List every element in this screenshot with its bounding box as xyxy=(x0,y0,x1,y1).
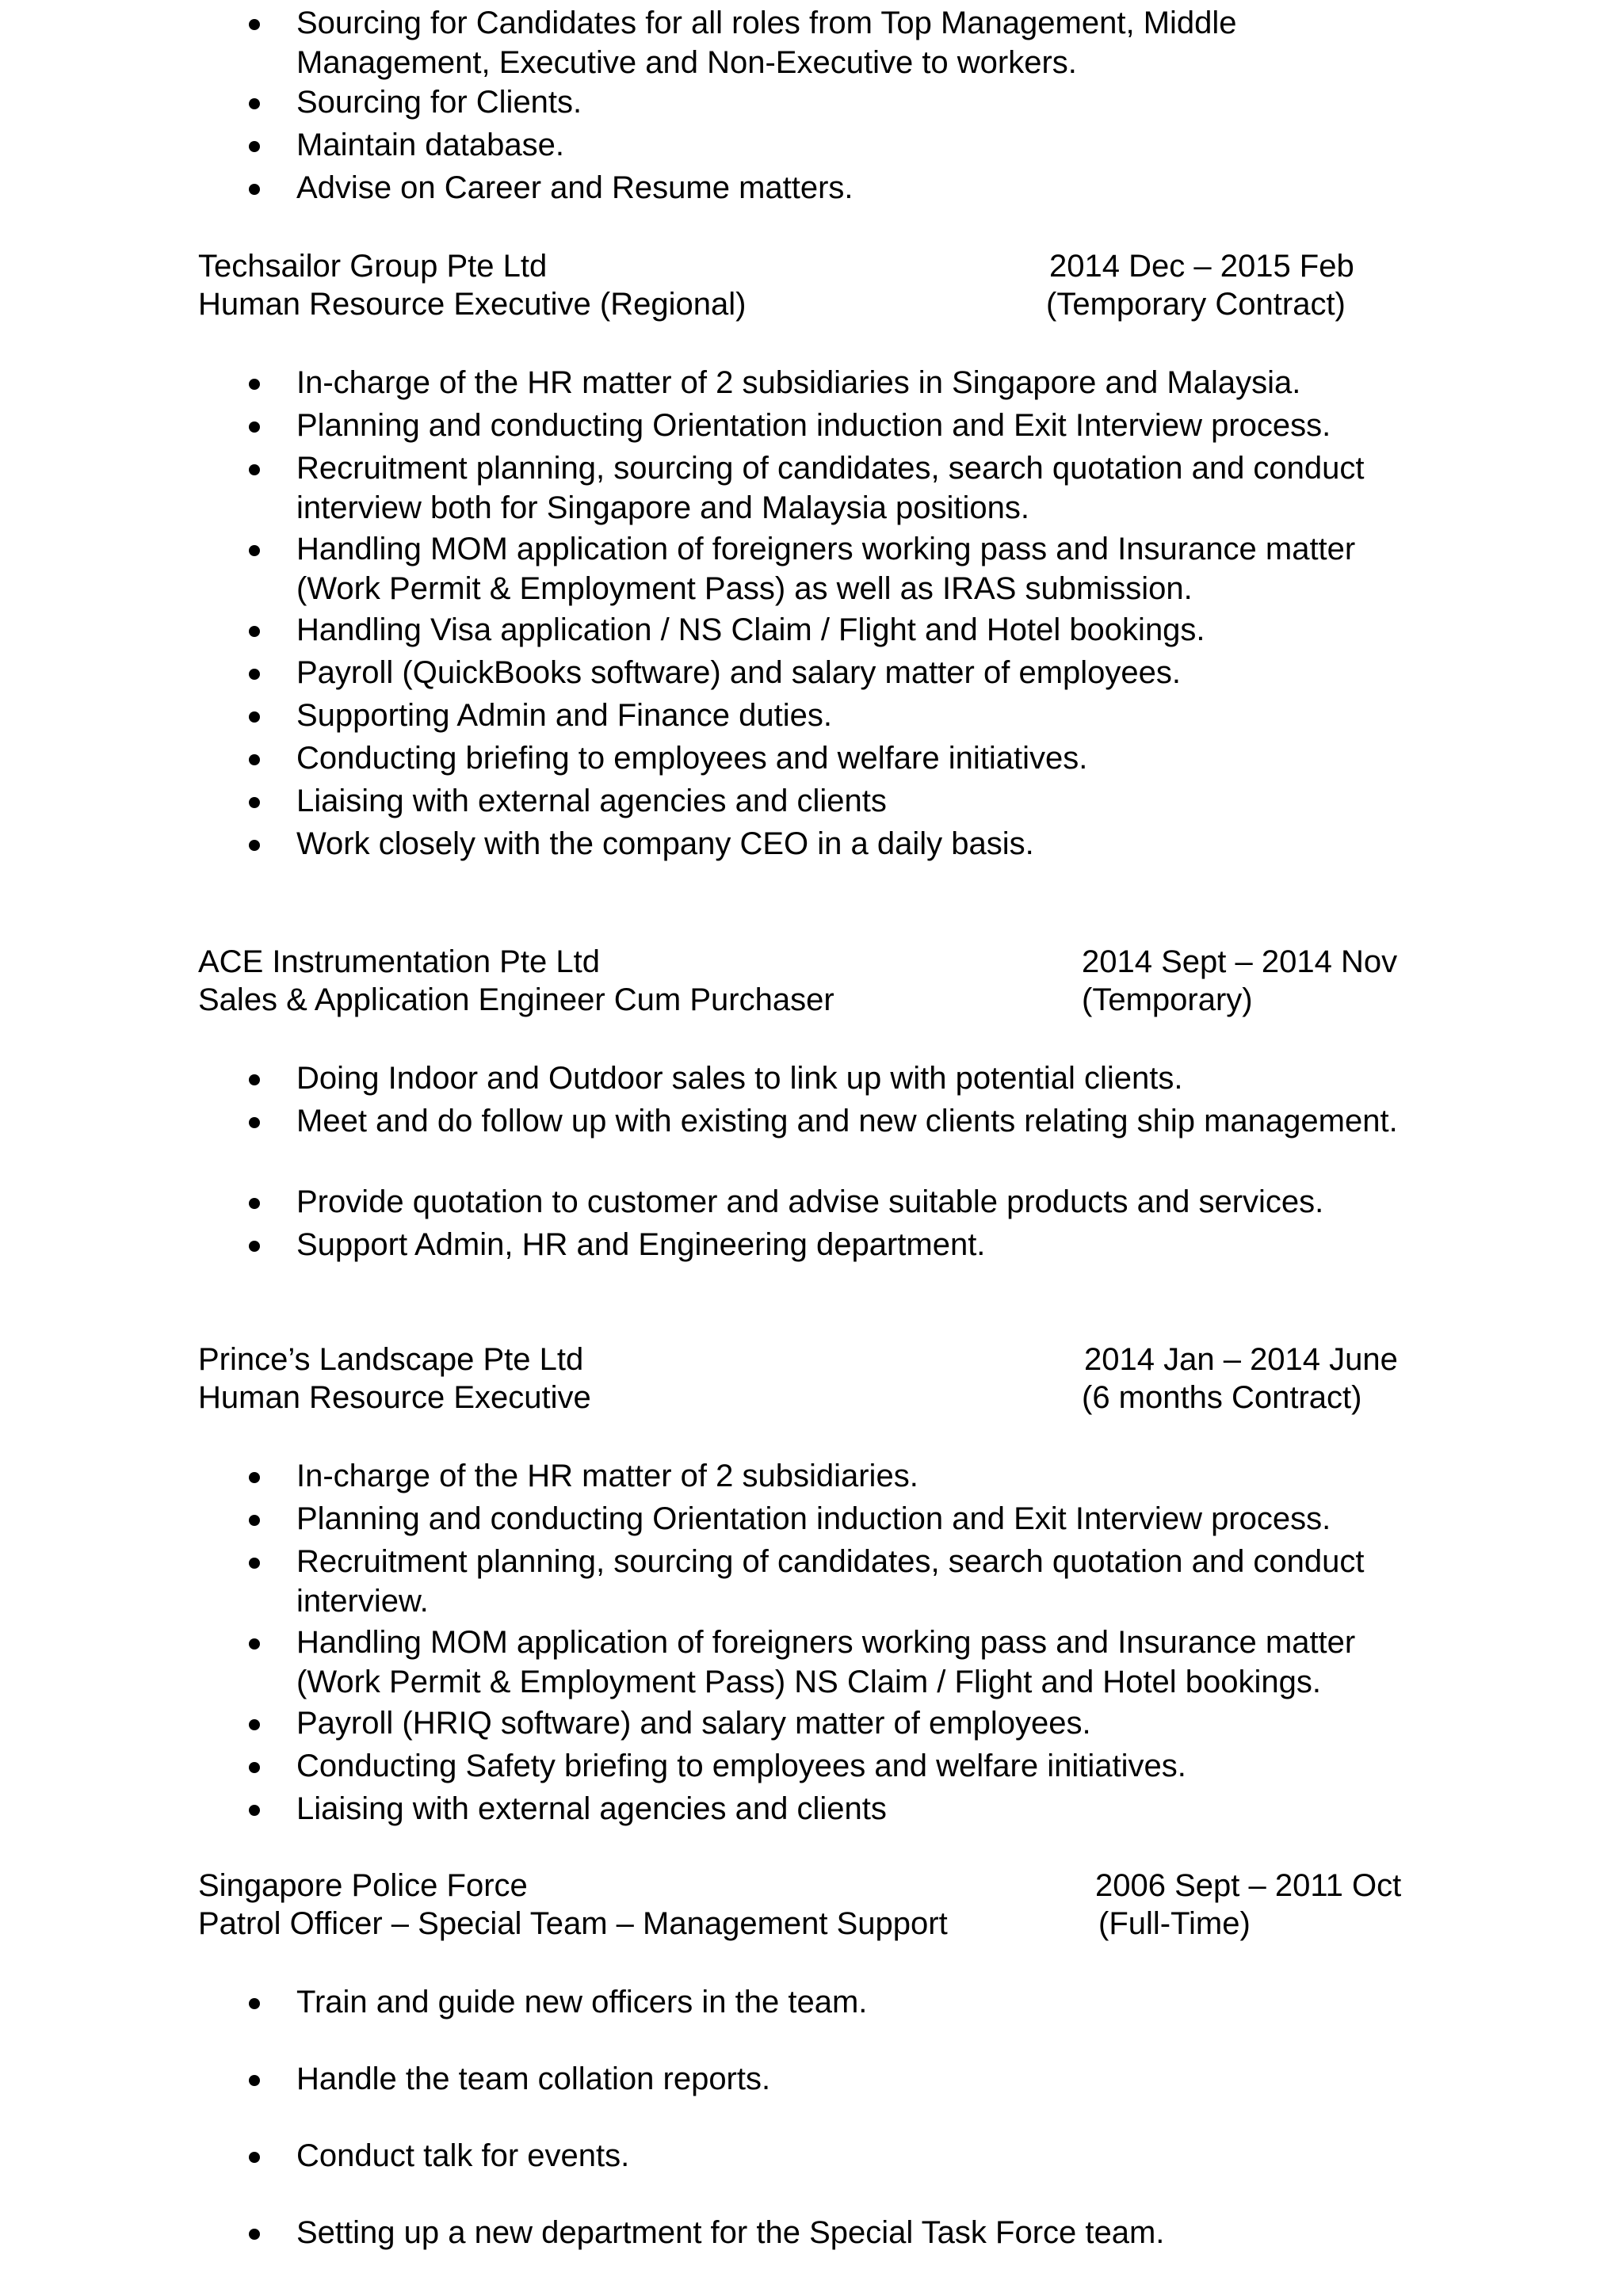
bullet-icon xyxy=(249,1472,260,1483)
bullet-icon xyxy=(249,545,260,556)
company-name: Techsailor Group Pte Ltd xyxy=(198,249,548,284)
bullet-icon xyxy=(249,1241,260,1252)
intro-bullet-list xyxy=(0,3,1623,211)
job-header-princes xyxy=(198,1341,1434,1417)
bullet-icon xyxy=(249,1719,260,1730)
bullet-icon xyxy=(249,1762,260,1773)
list-item: Support Admin, HR and Engineering department. xyxy=(0,1225,1438,1268)
job-bullet-list-princes xyxy=(0,1456,1623,1832)
job-type: (Temporary) xyxy=(1082,982,1253,1017)
job-dates: 2014 Jan – 2014 June xyxy=(1084,1342,1398,1377)
list-item: In-charge of the HR matter of 2 subsidiaries. xyxy=(0,1456,1438,1499)
bullet-icon xyxy=(249,464,260,475)
list-item: Setting up a new department for the Special Task Force team. xyxy=(0,2213,1438,2256)
list-item: Payroll (QuickBooks software) and salary matter of employees. xyxy=(0,653,1438,696)
bullet-icon xyxy=(249,1117,260,1128)
list-item: Conducting Safety briefing to employees and welfare initiatives. xyxy=(0,1746,1438,1789)
bullet-icon xyxy=(249,1998,260,2009)
job-dates: 2014 Dec – 2015 Feb xyxy=(1049,249,1354,284)
company-name: Singapore Police Force xyxy=(198,1868,528,1903)
list-item: Liaising with external agencies and clients xyxy=(0,1789,1438,1832)
job-header-ace xyxy=(198,943,1434,1019)
list-item: Maintain database. xyxy=(0,125,1438,168)
job-dates: 2014 Sept – 2014 Nov xyxy=(1082,944,1398,979)
job-bullet-list-ace xyxy=(0,1058,1623,1268)
list-item: Recruitment planning, sourcing of candidates, search quotation and conduct interview both for Singapore and Malaysia positions. xyxy=(0,448,1438,529)
list-item: Conducting briefing to employees and welfare initiatives. xyxy=(0,738,1438,781)
list-item: Handling Visa application / NS Claim / Flight and Hotel bookings. xyxy=(0,610,1438,653)
job-bullet-list-spf xyxy=(0,1982,1623,2256)
list-item: In-charge of the HR matter of 2 subsidiaries in Singapore and Malaysia. xyxy=(0,363,1438,406)
bullet-icon xyxy=(249,1638,260,1650)
job-type: (Full-Time) xyxy=(1098,1906,1251,1941)
bullet-icon xyxy=(249,754,260,765)
list-item: Liaising with external agencies and clients xyxy=(0,781,1438,824)
bullet-icon xyxy=(249,184,260,195)
list-item: Advise on Career and Resume matters. xyxy=(0,168,1438,211)
bullet-icon xyxy=(249,1198,260,1209)
bullet-icon xyxy=(249,2152,260,2163)
list-item: Planning and conducting Orientation induction and Exit Interview process. xyxy=(0,406,1438,448)
list-item: Handling MOM application of foreigners working pass and Insurance matter (Work Permit & Employment Pass) NS Claim / Flight and Hotel bookings. xyxy=(0,1623,1438,1703)
list-item: Conduct talk for events. xyxy=(0,2136,1438,2213)
job-title: Human Resource Executive xyxy=(198,1380,591,1415)
job-title: Sales & Application Engineer Cum Purchaser xyxy=(198,982,834,1017)
job-dates: 2006 Sept – 2011 Oct xyxy=(1095,1868,1402,1903)
bullet-icon xyxy=(249,1515,260,1526)
bullet-icon xyxy=(249,421,260,433)
job-title: Patrol Officer – Special Team – Management Support xyxy=(198,1906,948,1941)
bullet-icon xyxy=(249,1074,260,1085)
list-item: Provide quotation to customer and advise suitable products and services. xyxy=(0,1182,1438,1225)
list-item: Payroll (HRIQ software) and salary matter of employees. xyxy=(0,1703,1438,1746)
job-header-spf xyxy=(198,1867,1434,1943)
company-name: ACE Instrumentation Pte Ltd xyxy=(198,944,600,979)
company-name: Prince’s Landscape Pte Ltd xyxy=(198,1342,584,1377)
list-item: Sourcing for Clients. xyxy=(0,82,1438,125)
bullet-icon xyxy=(249,840,260,851)
bullet-icon xyxy=(249,1558,260,1569)
list-item: Supporting Admin and Finance duties. xyxy=(0,696,1438,738)
bullet-icon xyxy=(249,669,260,680)
job-title: Human Resource Executive (Regional) xyxy=(198,287,747,322)
list-item: Handling MOM application of foreigners working pass and Insurance matter (Work Permit & Employment Pass) as well as IRAS submission. xyxy=(0,529,1438,610)
list-item: Sourcing for Candidates for all roles from Top Management, Middle Management, Executive and Non-Executive to workers. xyxy=(0,3,1438,82)
bullet-icon xyxy=(249,19,260,30)
bullet-icon xyxy=(249,626,260,637)
list-item: Meet and do follow up with existing and new clients relating ship management. xyxy=(0,1101,1438,1182)
bullet-icon xyxy=(249,2229,260,2240)
list-item: Work closely with the company CEO in a daily basis. xyxy=(0,824,1438,867)
bullet-icon xyxy=(249,2075,260,2086)
job-bullet-list-techsailor xyxy=(0,363,1623,867)
list-item: Recruitment planning, sourcing of candidates, search quotation and conduct interview. xyxy=(0,1542,1438,1623)
job-header-techsailor xyxy=(198,247,1434,323)
list-item: Train and guide new officers in the team. xyxy=(0,1982,1438,2059)
job-type: (6 months Contract) xyxy=(1082,1380,1362,1415)
bullet-icon xyxy=(249,1805,260,1816)
bullet-icon xyxy=(249,379,260,390)
bullet-icon xyxy=(249,98,260,109)
bullet-icon xyxy=(249,141,260,152)
bullet-icon xyxy=(249,711,260,723)
bullet-icon xyxy=(249,797,260,808)
list-item: Planning and conducting Orientation induction and Exit Interview process. xyxy=(0,1499,1438,1542)
list-item: Handle the team collation reports. xyxy=(0,2059,1438,2136)
list-item: Doing Indoor and Outdoor sales to link up with potential clients. xyxy=(0,1058,1438,1101)
job-type: (Temporary Contract) xyxy=(1046,287,1346,322)
